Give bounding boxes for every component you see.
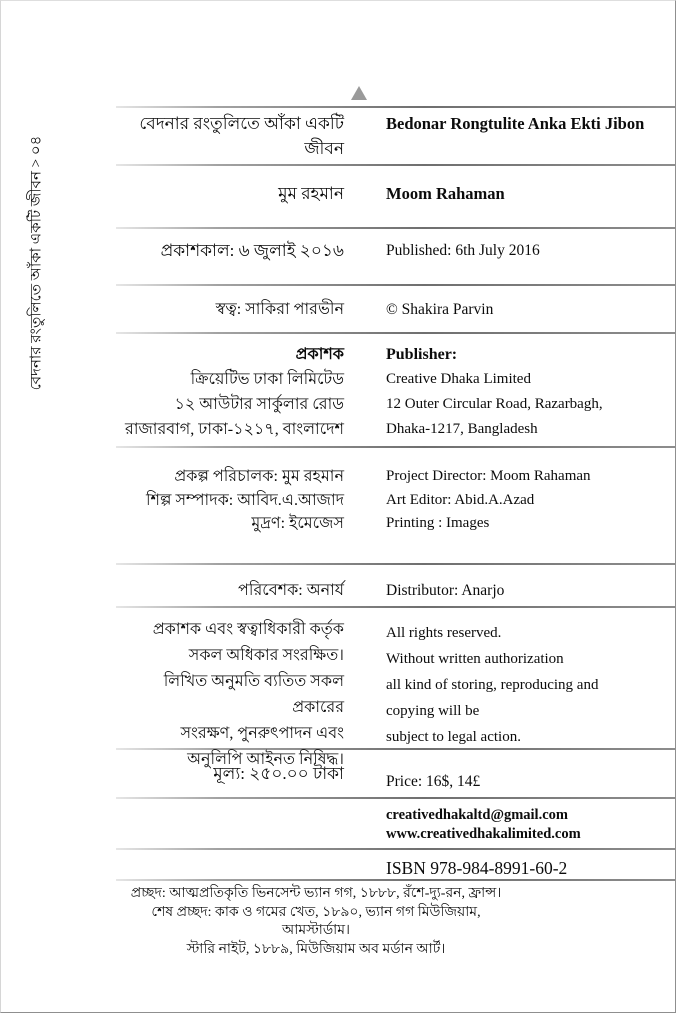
rights-block-bengali [116, 617, 344, 773]
publisher-heading-english: Publisher: [386, 346, 458, 363]
project-director-english: Project Director: Moom Rahaman [386, 468, 591, 484]
publisher-address1-bengali: ১২ আউটার সার্কুলার রোড [174, 396, 344, 413]
price-row [116, 761, 676, 794]
rights-block-english [386, 620, 676, 750]
publisher-block-english [386, 342, 676, 442]
rights-line2-english: Without written authorization [386, 651, 564, 667]
divider [116, 606, 675, 608]
divider [116, 563, 675, 565]
publisher-email: creativedhakaltd@gmail.com [386, 807, 568, 823]
team-block-english [386, 465, 676, 536]
rights-line1-bengali: প্রকাশক এবং স্বত্বাধিকারী কর্তৃক [152, 621, 344, 638]
publisher-row [116, 342, 676, 442]
divider [116, 284, 675, 286]
team-block-bengali [116, 465, 344, 536]
printing-english: Printing : Images [386, 515, 490, 531]
author-english: Moom Rahaman [386, 184, 505, 203]
publisher-name-english: Creative Dhaka Limited [386, 371, 531, 387]
art-editor-bengali: শিল্প সম্পাদক: আবিদ.এ.আজাদ [145, 491, 344, 509]
publisher-heading-bengali: প্রকাশক [295, 346, 344, 363]
rights-line3-english: all kind of storing, reproducing and [386, 677, 599, 693]
copyright-english: © Shakira Parvin [386, 301, 494, 318]
distributor-row [116, 578, 676, 603]
book-title-english: Bedonar Rongtulite Anka Ekti Jibon [386, 114, 645, 133]
author-bengali: মুম রহমান [278, 184, 344, 203]
title-row [116, 111, 676, 161]
rights-line4-english: copying will be [386, 703, 480, 719]
project-director-bengali: প্রকল্প পরিচালক: মুম রহমান [174, 468, 344, 485]
isbn-row [116, 856, 676, 881]
divider [116, 332, 675, 334]
divider [116, 227, 675, 229]
front-cover-credit: প্রচ্ছদ: আত্মপ্রতিকৃতি ভিনসেন্ট ভ্যান গগ, ১৮৮৮, রঁশে-দ্যু-রন, ফ্রান্স। [130, 886, 502, 901]
distributor-english: Distributor: Anarjo [386, 582, 505, 599]
back-cover-credit: শেষ প্রচ্ছদ: কাক ও গমের খেত, ১৮৯০, ভ্যান গগ মিউজিয়াম, আমস্টার্ডাম। [151, 904, 481, 938]
publisher-name-bengali: ক্রিয়েটিভ ঢাকা লিমিটেড [190, 371, 344, 388]
copyright-bengali: স্বত্ব: সাকিরা পারভীন [215, 301, 344, 318]
publisher-website: www.creativedhakalimited.com [386, 825, 581, 842]
starry-night-credit: স্টারি নাইট, ১৮৮৯, মিউজিয়াম অব মর্ডান আর্ট। [186, 941, 446, 957]
contact-block [386, 806, 676, 843]
rights-line5-bengali: অনুলিপি আইনত নিষিদ্ধ। [187, 751, 344, 768]
distributor-bengali: পরিবেশক: অনার্য [238, 582, 344, 599]
rights-line3-bengali: লিখিত অনুমতি ব্যতিত সকল প্রকারের [163, 673, 344, 716]
rights-line5-english: subject to legal action. [386, 729, 521, 745]
up-triangle-icon [351, 86, 367, 100]
team-row [116, 465, 676, 536]
published-row [116, 238, 676, 263]
divider [116, 446, 675, 448]
art-editor-english: Art Editor: Abid.A.Azad [386, 491, 535, 508]
isbn-number: ISBN 978-984-8991-60-2 [386, 858, 568, 878]
price-english: Price: 16$, 14£ [386, 773, 481, 790]
rights-line1-english: All rights reserved. [386, 625, 502, 641]
printing-bengali: মুদ্রণ: ইমেজেস [251, 515, 344, 532]
publisher-address2-english: Dhaka-1217, Bangladesh [386, 421, 538, 437]
cover-credits [116, 885, 516, 959]
rights-line4-bengali: সংরক্ষণ, পুনরুৎপাদন এবং [180, 725, 344, 742]
publisher-block-bengali [116, 342, 344, 442]
book-title-bengali: বেদনার রংতুলিতে আঁকা একটি জীবন [139, 114, 344, 158]
publish-date-bengali: প্রকাশকাল: ৬ জুলাই ২০১৬ [160, 241, 344, 260]
divider [116, 797, 675, 799]
spine-vertical-title: বেদনার রংতুলিতে আঁকা একটি জীবন > ০৪ [28, 135, 45, 391]
price-bengali: মূল্য: ২৫০.০০ টাকা [213, 764, 344, 783]
rights-row [116, 617, 676, 773]
author-row [116, 181, 676, 206]
divider [116, 848, 675, 850]
contact-row [116, 806, 676, 843]
rights-line2-bengali: সকল অধিকার সংরক্ষিত। [188, 647, 344, 664]
divider [116, 164, 675, 166]
divider [116, 106, 675, 108]
copyright-row [116, 297, 676, 322]
publish-date-english: Published: 6th July 2016 [386, 242, 540, 259]
publisher-address1-english: 12 Outer Circular Road, Razarbagh, [386, 396, 603, 412]
publisher-address2-bengali: রাজারবাগ, ঢাকা-১২১৭, বাংলাদেশ [125, 421, 344, 438]
